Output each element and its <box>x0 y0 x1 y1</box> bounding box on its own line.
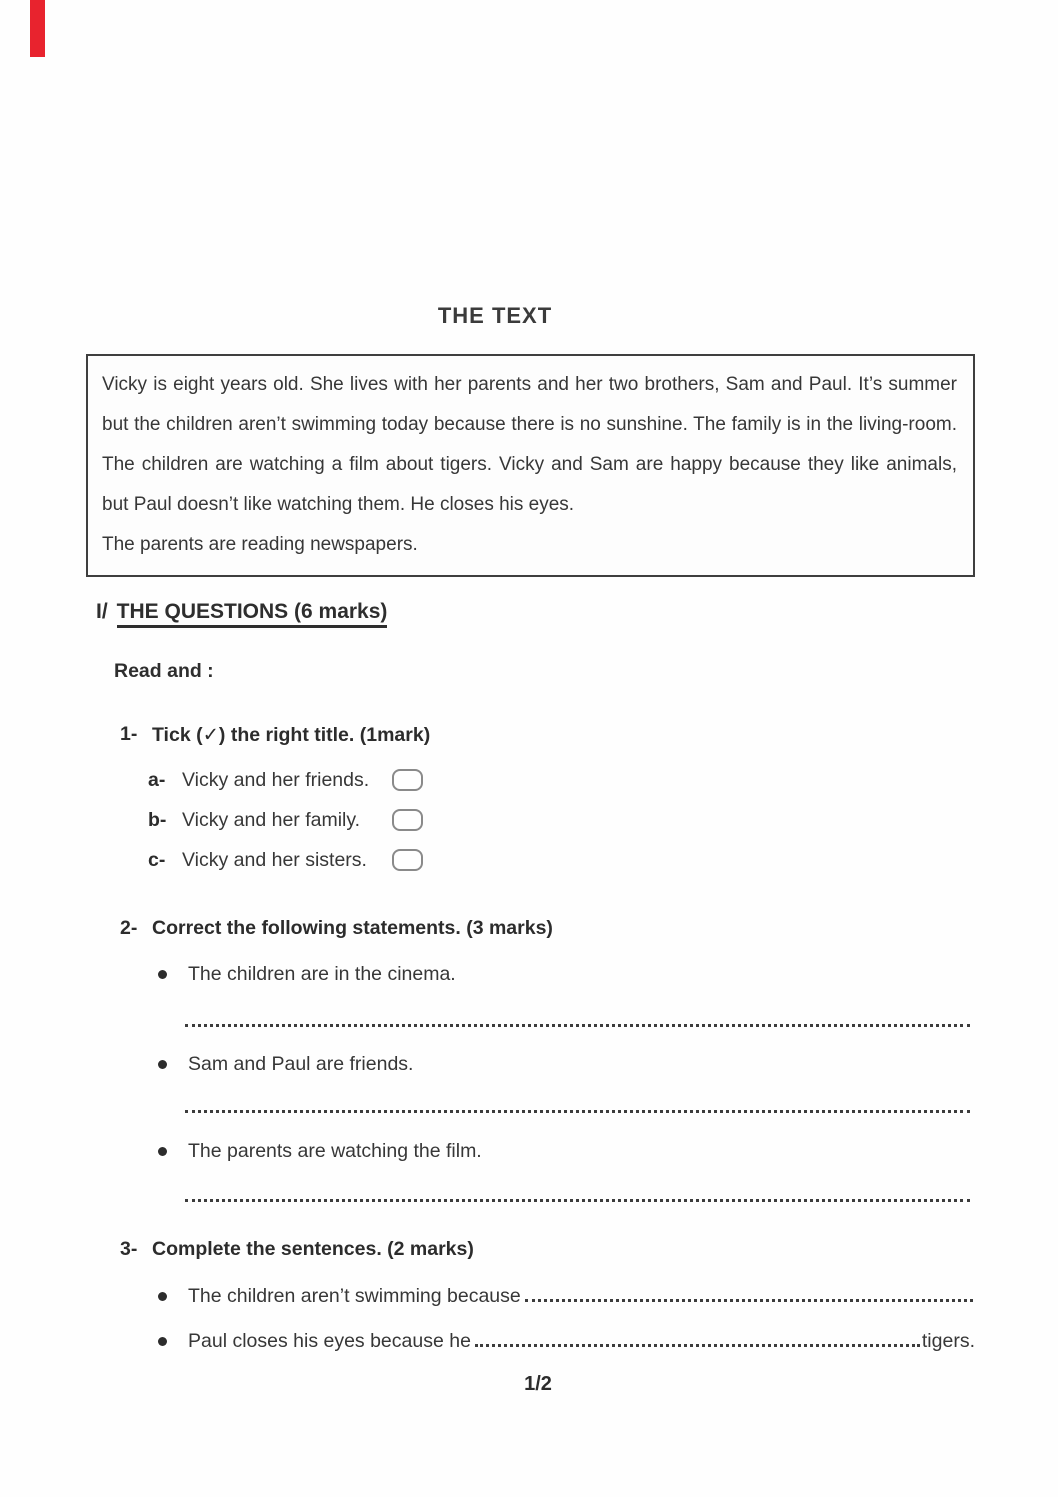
question-3-number: 3- <box>120 1238 138 1260</box>
question-1-number: 1- <box>120 723 138 745</box>
page-number: 1/2 <box>524 1373 552 1395</box>
option-a-letter: a- <box>148 768 166 791</box>
question-2-title <box>120 917 553 940</box>
sentence-prefix: Paul closes his eyes because he <box>188 1330 471 1352</box>
bullet-icon <box>158 970 167 979</box>
statement-text: The parents are watching the film. <box>188 1140 482 1162</box>
sentence-suffix: tigers. <box>921 1330 975 1352</box>
section-heading-text: THE QUESTIONS (6 marks) <box>117 600 388 628</box>
answer-line <box>185 1024 970 1027</box>
option-c-row <box>148 846 423 874</box>
option-a-checkbox[interactable] <box>392 769 423 791</box>
bullet-icon <box>158 1337 167 1346</box>
question-2-number: 2- <box>120 917 138 939</box>
question-1-text: Tick (✓) the right title. (1mark) <box>152 724 431 746</box>
statement-text: The children are in the cinema. <box>188 963 456 985</box>
section-numeral: I/ <box>96 600 108 623</box>
question-3-title <box>120 1238 474 1261</box>
option-c-letter: c- <box>148 848 166 871</box>
read-instruction: Read and : <box>114 660 214 682</box>
statement-item <box>158 963 456 986</box>
question-3-text: Complete the sentences. (2 marks) <box>152 1238 474 1260</box>
reading-passage-box <box>86 354 975 577</box>
statement-item <box>158 1053 413 1076</box>
answer-fill-line <box>525 1299 973 1302</box>
questions-section-heading <box>96 600 387 624</box>
passage-paragraph-2: The parents are reading newspapers. <box>102 534 418 555</box>
option-c-label: Vicky and her sisters. <box>182 848 367 871</box>
completion-item <box>158 1330 975 1353</box>
bullet-icon <box>158 1147 167 1156</box>
option-b-row <box>148 806 423 834</box>
bullet-icon <box>158 1292 167 1301</box>
statement-item <box>158 1140 482 1163</box>
answer-line <box>185 1110 970 1113</box>
statement-text: Sam and Paul are friends. <box>188 1053 414 1075</box>
option-a-label: Vicky and her friends. <box>182 768 370 791</box>
answer-fill-line <box>475 1344 920 1347</box>
question-1-title <box>120 723 430 747</box>
question-2-text: Correct the following statements. (3 marks) <box>152 917 553 939</box>
option-b-letter: b- <box>148 808 167 831</box>
bullet-icon <box>158 1060 167 1069</box>
completion-item <box>158 1285 975 1308</box>
answer-line <box>185 1199 970 1202</box>
page-title: THE TEXT <box>437 303 553 328</box>
option-a-row <box>148 766 423 794</box>
option-c-checkbox[interactable] <box>392 849 423 871</box>
red-margin-mark <box>30 0 45 57</box>
sentence-prefix: The children aren’t swimming because <box>188 1285 521 1307</box>
option-b-checkbox[interactable] <box>392 809 423 831</box>
option-b-label: Vicky and her family. <box>182 808 361 831</box>
passage-paragraph-1: Vicky is eight years old. She lives with her parents and her two brothers, Sam and Paul. It’s summer but the children aren’t swimming today because there is no sunshine. The family is in the living-room. The children are watching a film about tigers. Vicky and Sam are happy because they like animals, but Paul doesn’t like watching them. He closes his eyes. <box>102 374 957 515</box>
